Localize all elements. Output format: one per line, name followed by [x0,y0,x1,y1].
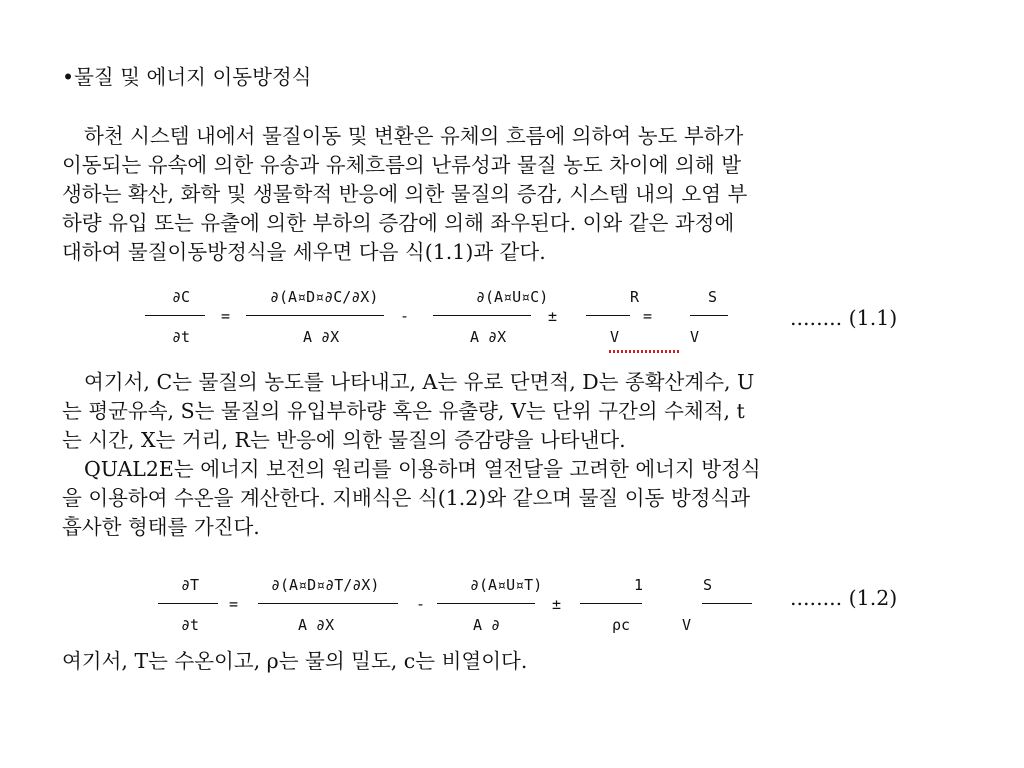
text-line: 여기서, T는 수온이고, ρ는 물의 밀도, c는 비열이다. [62,649,528,673]
text-line: QUAL2E는 에너지 보전의 원리를 이용하며 열전달을 고려한 에너지 방정식 [84,457,761,481]
eq1-term4-fraction-bar [586,315,630,316]
equation-mass-transport [0,284,1024,359]
eq1-term5-fraction-bar [690,315,728,316]
eq2-term2-numerator: ∂(A¤D¤∂T/∂X) [271,576,380,594]
eq1-term3-denominator: A ∂X [470,328,507,346]
eq1-term4-numerator: R [630,288,640,306]
spellcheck-underline [609,350,681,353]
eq1-operator-plusminus: ± [548,307,558,325]
text-line: 는 평균유속, S는 물질의 유입부하량 혹은 유출량, V는 단위 구간의 수체적, t [62,399,745,423]
eq2-term2-denominator: A ∂X [298,616,335,634]
eq2-operator-equals: = [229,595,239,613]
text-line: 이동되는 유속에 의한 유송과 유체흐름의 난류성과 물질 농도 차이에 의해 발 [62,153,742,177]
paragraph-qual2e [62,455,962,542]
text-line: 대하여 물질이동방정식을 세우면 다음 식(1.1)과 같다. [62,240,546,264]
text-line: 여기서, C는 물질의 농도를 나타내고, A는 유로 단면적, D는 종확산계수, U [84,370,755,394]
eq1-operator-minus: - [400,307,410,325]
text-line: 하천 시스템 내에서 물질이동 및 변환은 유체의 흐름에 의하여 농도 부하가 [84,124,744,148]
eq1-term1-fraction-bar [145,315,205,316]
eq1-term2-denominator: A ∂X [303,328,340,346]
eq2-term5-fraction-bar [702,603,752,604]
eq2-term5-denominator: V [682,616,692,634]
eq2-term2-fraction-bar [258,603,398,604]
section-heading: •물질 및 에너지 이동방정식 [62,65,312,89]
eq2-term1-fraction-bar [158,603,218,604]
eq1-operator-equals: = [221,307,231,325]
text-line: 는 시간, X는 거리, R는 반응에 의한 물질의 증감량을 나타낸다. [62,428,626,452]
eq1-term1-denominator: ∂t [172,328,191,346]
text-line: 생하는 확산, 화학 및 생물학적 반응에 의한 물질의 증감, 시스템 내의 오염 부 [62,182,748,206]
paragraph-intro [62,122,962,267]
eq2-term3-numerator: ∂(A¤U¤T) [470,576,543,594]
equation-heat-transport [0,572,1024,642]
paragraph-variable-definitions [62,368,962,455]
eq2-term1-denominator: ∂t [181,616,200,634]
eq1-term4-denominator: V [610,328,620,346]
eq1-term3-fraction-bar [433,315,531,316]
eq2-term3-denominator: A ∂ [473,616,501,634]
eq1-term2-numerator: ∂(A¤D¤∂C/∂X) [270,288,379,306]
eq1-operator-equals-2: = [643,307,653,325]
eq1-term3-numerator: ∂(A¤U¤C) [476,288,549,306]
eq1-term5-numerator: S [708,288,718,306]
eq1-term5-denominator: V [690,328,700,346]
text-line: 흡사한 형태를 가진다. [62,515,260,539]
eq2-term3-fraction-bar [437,603,535,604]
paragraph-heat-definitions [62,647,962,676]
eq2-term5-numerator: S [703,576,713,594]
eq2-operator-minus: - [416,595,426,613]
equation-number-1-2: ........ (1.2) [790,586,898,610]
eq2-term4-numerator: 1 [634,576,644,594]
eq2-term1-numerator: ∂T [181,576,200,594]
eq1-term2-fraction-bar [246,315,384,316]
text-line: 을 이용하여 수온을 계산한다. 지배식은 식(1.2)와 같으며 물질 이동 방정식과 [62,486,751,510]
eq1-term1-numerator: ∂C [172,288,191,306]
equation-number-1-1: ........ (1.1) [790,306,898,330]
text-line: 하량 유입 또는 유출에 의한 부하의 증감에 의해 좌우된다. 이와 같은 과정에 [62,211,735,235]
eq2-term4-denominator: ρc [612,616,631,634]
eq2-operator-plusminus: ± [552,595,562,613]
eq2-term4-fraction-bar [580,603,642,604]
